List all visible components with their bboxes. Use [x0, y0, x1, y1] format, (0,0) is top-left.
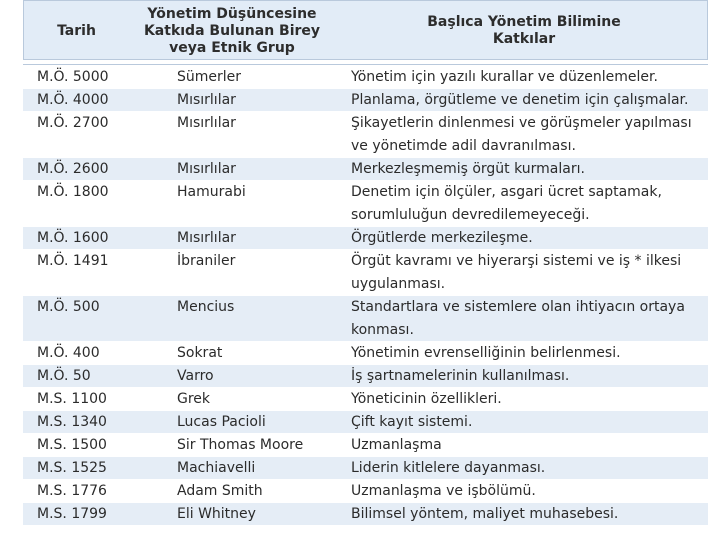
row-contribution: Liderin kitlelere dayanması. — [351, 460, 546, 476]
row-contributor: Machiavelli — [177, 460, 256, 476]
table-row — [23, 434, 708, 457]
table-row — [23, 250, 708, 296]
row-contribution: Çift kayıt sistemi. — [351, 414, 473, 430]
row-date: M.Ö. 2600 — [37, 161, 109, 177]
row-contribution: Yönetimin evrenselliğinin belirlenmesi. — [351, 345, 621, 361]
row-date: M.S. 1500 — [37, 437, 107, 453]
row-contribution: İş şartnamelerinin kullanılması. — [351, 368, 570, 384]
row-contribution: Merkezleşmemiş örgüt kurmaları. — [351, 161, 585, 177]
table-row — [23, 457, 708, 480]
header-divider — [23, 64, 708, 65]
table-row — [23, 388, 708, 411]
row-date: M.S. 1525 — [37, 460, 107, 476]
table-row — [23, 89, 708, 112]
row-date: M.Ö. 1800 — [37, 184, 109, 200]
table-row — [23, 480, 708, 503]
row-contributor: İbraniler — [177, 253, 236, 269]
table-row — [23, 296, 708, 342]
header-contribution: Başlıca Yönetim Bilimine Katkılar — [427, 14, 621, 47]
row-date: M.S. 1340 — [37, 414, 107, 430]
row-date: M.Ö. 5000 — [37, 69, 109, 85]
table-header — [23, 0, 708, 60]
row-contributor: Grek — [177, 391, 211, 407]
table-row — [23, 181, 708, 227]
row-contribution: Örgüt kavramı ve hiyerarşi sistemi ve iş * ilkesi uygulanması. — [351, 253, 682, 292]
table-row — [23, 342, 708, 365]
row-contribution: Denetim için ölçüler, asgari ücret saptamak, sorumluluğun devredilemeyeceği. — [351, 184, 662, 223]
table-body — [23, 66, 708, 526]
row-contribution: Uzmanlaşma — [351, 437, 442, 453]
row-contributor: Sokrat — [177, 345, 223, 361]
history-table — [23, 0, 708, 535]
row-date: M.Ö. 1600 — [37, 230, 109, 246]
row-contributor: Adam Smith — [177, 483, 263, 499]
row-date: M.Ö. 50 — [37, 368, 91, 384]
row-contributor: Hamurabi — [177, 184, 246, 200]
row-date: M.S. 1776 — [37, 483, 107, 499]
row-contribution: Standartlara ve sistemlere olan ihtiyacın ortaya konması. — [351, 299, 685, 338]
row-contribution: Şikayetlerin dinlenmesi ve görüşmeler yapılması ve yönetimde adil davranılması. — [351, 115, 692, 154]
row-contributor: Eli Whitney — [177, 506, 256, 522]
row-contribution: Yöneticinin özellikleri. — [351, 391, 502, 407]
row-contributor: Lucas Pacioli — [177, 414, 266, 430]
header-contributor: Yönetim Düşüncesine Katkıda Bulunan Birey veya Etnik Grup — [143, 5, 321, 56]
table-row — [23, 66, 708, 89]
row-contribution: Uzmanlaşma ve işbölümü. — [351, 483, 536, 499]
row-date: M.Ö. 2700 — [37, 115, 109, 131]
row-date: M.Ö. 500 — [37, 299, 100, 315]
table-row — [23, 503, 708, 526]
table-row — [23, 112, 708, 158]
row-contributor: Varro — [177, 368, 214, 384]
row-contributor: Mısırlılar — [177, 92, 236, 108]
table-row — [23, 411, 708, 434]
row-contributor: Sümerler — [177, 69, 242, 85]
table-row — [23, 227, 708, 250]
table-row — [23, 365, 708, 388]
row-date: M.S. 1799 — [37, 506, 107, 522]
table-row — [23, 158, 708, 181]
row-date: M.Ö. 400 — [37, 345, 100, 361]
header-date: Tarih — [57, 22, 96, 39]
row-date: M.Ö. 4000 — [37, 92, 109, 108]
row-contributor: Sir Thomas Moore — [177, 437, 304, 453]
row-contribution: Bilimsel yöntem, maliyet muhasebesi. — [351, 506, 619, 522]
row-contribution: Örgütlerde merkezileşme. — [351, 230, 533, 246]
row-contribution: Yönetim için yazılı kurallar ve düzenlemeler. — [351, 69, 658, 85]
row-contributor: Mısırlılar — [177, 161, 236, 177]
row-date: M.Ö. 1491 — [37, 253, 109, 269]
row-contributor: Mısırlılar — [177, 230, 236, 246]
row-contributor: Mencius — [177, 299, 235, 315]
row-date: M.S. 1100 — [37, 391, 107, 407]
row-contributor: Mısırlılar — [177, 115, 236, 131]
row-contribution: Planlama, örgütleme ve denetim için çalışmalar. — [351, 92, 689, 108]
